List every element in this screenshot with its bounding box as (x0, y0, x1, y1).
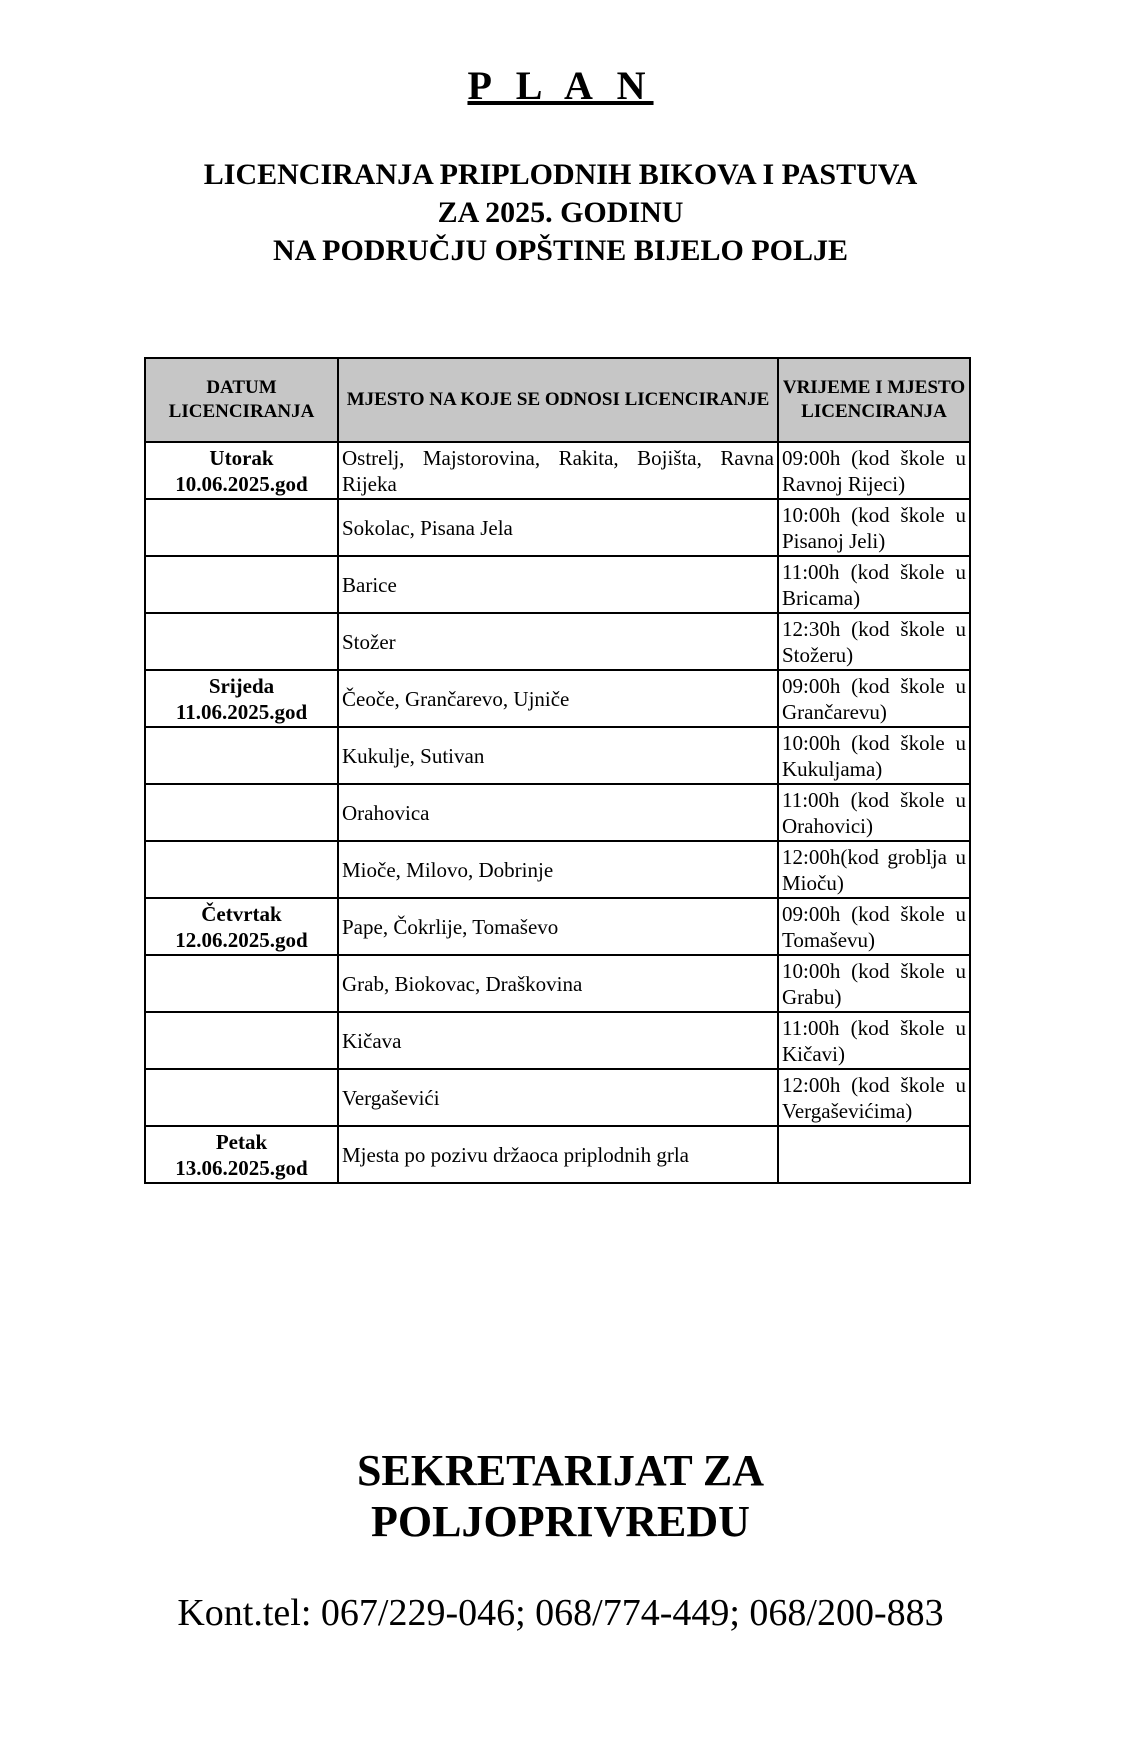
day-name: Srijeda (208, 673, 275, 698)
time-location-cell: 09:00h (kod škole u Tomaševu) (778, 898, 970, 955)
date-cell (145, 613, 338, 670)
table-body (145, 442, 970, 1183)
header-time: VRIJEME I MJESTO LICENCIRANJA (778, 358, 970, 442)
organization-line: SEKRETARIJAT ZA (356, 1446, 765, 1495)
place-cell: Čeoče, Grančarevo, Ujniče (338, 670, 778, 727)
table-row (145, 556, 970, 613)
page-title: P L A N (467, 63, 654, 108)
date-cell (145, 499, 338, 556)
day-name: Petak (215, 1129, 268, 1154)
header-date: DATUM LICENCIRANJA (145, 358, 338, 442)
contact-phones: Kont.tel: 067/229-046; 068/774-449; 068/200-883 (177, 1592, 944, 1634)
place-cell: Kičava (338, 1012, 778, 1069)
date-value: 13.06.2025.god (175, 1155, 308, 1180)
table-row (145, 841, 970, 898)
time-location-cell: 09:00h (kod škole u Grančarevu) (778, 670, 970, 727)
organization-line: POLJOPRIVREDU (371, 1497, 750, 1546)
date-cell (145, 784, 338, 841)
place-cell: Mioče, Milovo, Dobrinje (338, 841, 778, 898)
table-row (145, 613, 970, 670)
date-cell (145, 1012, 338, 1069)
date-value: 11.06.2025.god (175, 699, 308, 724)
table-row (145, 784, 970, 841)
time-location-cell: 12:00h (kod škole u Vergaševićima) (778, 1069, 970, 1126)
place-cell: Orahovica (338, 784, 778, 841)
document-subtitle (0, 156, 1121, 270)
date-cell (145, 727, 338, 784)
date-cell (145, 841, 338, 898)
place-cell: Ostrelj, Majstorovina, Rakita, Bojišta, Ravna Rijeka (338, 442, 778, 499)
place-cell: Stožer (338, 613, 778, 670)
day-name: Četvrtak (201, 901, 282, 926)
date-cell (145, 556, 338, 613)
subtitle-line: NA PODRUČJU OPŠTINE BIJELO POLJE (272, 234, 849, 267)
time-location-cell: 12:30h (kod škole u Stožeru) (778, 613, 970, 670)
date-cell (145, 1126, 338, 1183)
date-value: 12.06.2025.god (175, 927, 308, 952)
licensing-schedule-table (144, 357, 971, 1184)
time-location-cell: 09:00h (kod škole u Ravnoj Rijeci) (778, 442, 970, 499)
table-row (145, 727, 970, 784)
place-cell: Grab, Biokovac, Draškovina (338, 955, 778, 1012)
place-cell: Barice (338, 556, 778, 613)
day-name: Utorak (209, 445, 274, 470)
organization-name (0, 1445, 1121, 1547)
place-cell: Vergaševići (338, 1069, 778, 1126)
table-row (145, 955, 970, 1012)
table-row (145, 898, 970, 955)
table-row (145, 1126, 970, 1183)
place-cell: Sokolac, Pisana Jela (338, 499, 778, 556)
time-location-cell: 12:00h(kod groblja u Mioču) (778, 841, 970, 898)
time-location-cell (778, 1126, 970, 1183)
table-header-row (145, 358, 970, 442)
time-location-cell: 11:00h (kod škole u Bricama) (778, 556, 970, 613)
table-row (145, 1012, 970, 1069)
date-cell (145, 442, 338, 499)
date-cell (145, 1069, 338, 1126)
date-cell (145, 670, 338, 727)
subtitle-line: ZA 2025. GODINU (437, 196, 684, 229)
place-cell: Pape, Čokrlije, Tomaševo (338, 898, 778, 955)
time-location-cell: 10:00h (kod škole u Kukuljama) (778, 727, 970, 784)
time-location-cell: 11:00h (kod škole u Orahovici) (778, 784, 970, 841)
time-location-cell: 10:00h (kod škole u Pisanoj Jeli) (778, 499, 970, 556)
subtitle-line: LICENCIRANJA PRIPLODNIH BIKOVA I PASTUVA (203, 158, 918, 191)
place-cell: Mjesta po pozivu držaoca priplodnih grla (338, 1126, 778, 1183)
date-cell (145, 898, 338, 955)
table-row (145, 670, 970, 727)
header-place: MJESTO NA KOJE SE ODNOSI LICENCIRANJE (338, 358, 778, 442)
table-row (145, 1069, 970, 1126)
time-location-cell: 10:00h (kod škole u Grabu) (778, 955, 970, 1012)
table-row (145, 499, 970, 556)
place-cell: Kukulje, Sutivan (338, 727, 778, 784)
time-location-cell: 11:00h (kod škole u Kičavi) (778, 1012, 970, 1069)
date-cell (145, 955, 338, 1012)
date-value: 10.06.2025.god (175, 471, 308, 496)
table-row (145, 442, 970, 499)
